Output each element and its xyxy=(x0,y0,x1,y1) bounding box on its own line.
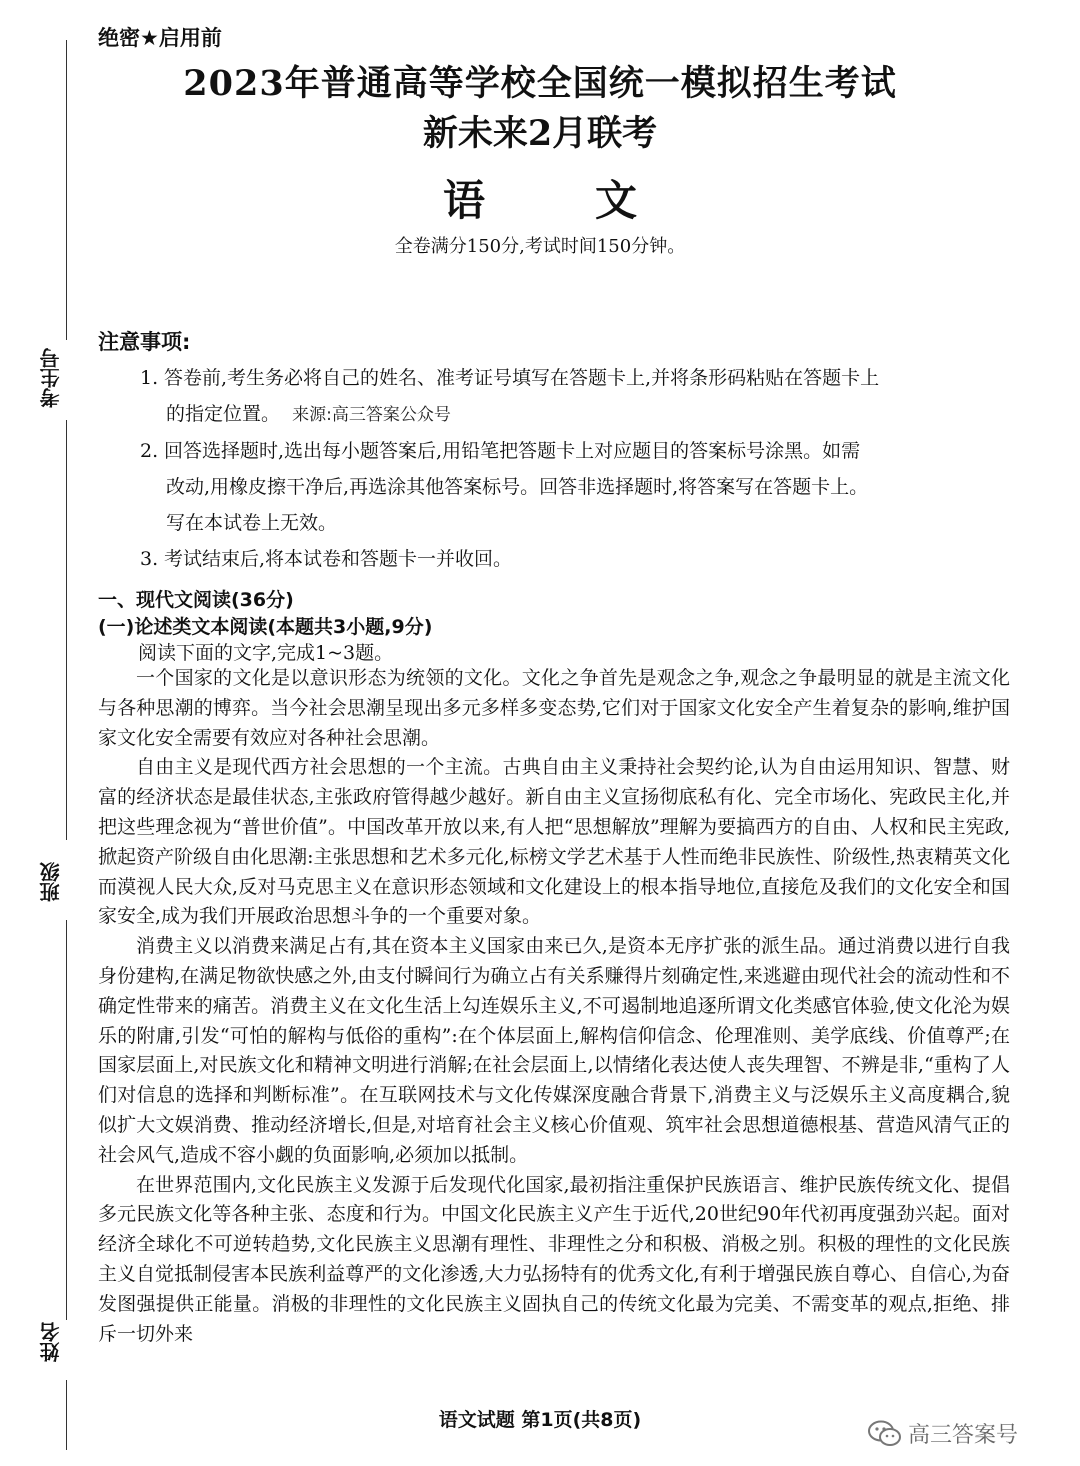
subject-title: 语文 xyxy=(442,176,747,225)
wechat-icon xyxy=(868,1420,902,1448)
section-title: 一、现代文阅读(36分) xyxy=(98,589,294,611)
paragraph: 一个国家的文化是以意识形态为统领的文化。文化之争首先是观念之争,观念之争最明显的就是主流文化与各种思潮的博弈。当今社会思潮呈现出多元多样多变态势,它们对于国家文化安全产生着复杂的影响,维护国家文化安全需要有效应对各种社会思潮。 xyxy=(98,667,1010,749)
binding-line-mid1 xyxy=(66,420,67,840)
notice-item-1 xyxy=(140,360,1020,396)
paragraph: 自由主义是现代西方社会思想的一个主流。古典自由主义秉持社会契约论,认为自由运用知识、智慧、财富的经济状态是最佳状态,主张政府管得越少越好。新自由主义宣扬彻底私有化、完全市场化、宪政民主化,并把这些理念视为“普世价值”。中国改革开放以来,有人把“思想解放”理解为要搞西方的自由、人权和民主宪政,掀起资产阶级自由化思潮:主张思想和艺术多元化,标榜文学艺术基于人性而绝非民族性、阶级性,热衷精英文化而漠视人民大众,反对马克思主义在意识形态领域和文化建设上的根本指导地位,直接危及我们的文化安全和国家安全,成为我们开展政治思想斗争的一个重要对象。 xyxy=(98,756,1010,928)
page-footer: 语文试题 第1页(共8页) xyxy=(438,1409,642,1431)
source-note: 来源:高三答案公众号 xyxy=(292,405,451,425)
exam-title: 2023年普通高等学校全国统一模拟招生考试 xyxy=(183,63,897,104)
watermark-badge xyxy=(868,1418,1018,1449)
name-label: 姓名 xyxy=(39,1322,63,1362)
notice-item-2 xyxy=(140,433,1020,469)
paragraph: 在世界范围内,文化民族主义发源于后发现代化国家,最初指注重保护民族语言、维护民族传统文化、提倡多元民族文化等各种主张、态度和行为。中国文化民族主义产生于近代,20世纪90年代初再度强劲兴起。面对经济全球化不可逆转趋势,文化民族主义思潮有理性、非理性之分和积极、消极之别。积极的理性的文化民族主义自觉抵制侵害本民族利益尊严的文化渗透,大力弘扬特有的优秀文化,有利于增强民族自尊心、自信心,为奋发图强提供正能量。消极的非理性的文化民族主义固执自己的传统文化最为完美、不需变革的观点,拒绝、排斥一切外来 xyxy=(98,1173,1010,1345)
paragraph: 消费主义以消费来满足占有,其在资本主义国家由来已久,是资本无序扩张的派生品。通过消费以进行自我身份建构,在满足物欲快感之外,由支付瞬间行为确立占有关系赚得片刻确定性,来逃避由现代社会的流动性和不确定性带来的痛苦。消费主义在文化生活上勾连娱乐主义,不可遏制地追逐所谓文化类感官体验,使文化沦为娱乐的附庸,引发“可怕的解构与低俗的重构”:在个体层面上,解构信仰信念、伦理准则、美学底线、价值尊严;在国家层面上,对民族文化和精神文明进行消解;在社会层面上,以情绪化表达使人丧失理智、不辨是非,“重构了人们对信息的选择和判断标准”。在互联网技术与文化传媒深度融合背景下,消费主义与泛娱乐主义高度耦合,貌似扩大文娱消费、推动经济增长,但是,对培育社会主义核心价值观、筑牢社会思想道德根基、营造风清气正的社会风气,造成不容小觑的负面影响,必须加以抵制。 xyxy=(98,935,1010,1166)
binding-line-mid2 xyxy=(66,920,67,1320)
notice-text: 的指定位置。 xyxy=(166,403,281,425)
notice-item-1-cont xyxy=(140,396,1020,433)
exam-subtitle: 新未来2月联考 xyxy=(422,113,658,154)
reading-instruction: 阅读下面的文字,完成1~3题。 xyxy=(138,642,394,664)
notice-text: 回答选择题时,选出每小题答案后,用铅笔把答题卡上对应题目的答案标号涂黑。如需 xyxy=(164,440,861,462)
notice-number: 2. xyxy=(140,440,159,462)
class-label: 班级 xyxy=(39,862,63,902)
section-subtitle: (一)论述类文本阅读(本题共3小题,9分) xyxy=(98,616,433,638)
notice-heading: 注意事项: xyxy=(98,330,191,354)
exam-number-label: 考生号 xyxy=(39,348,63,408)
notice-item-2-cont: 改动,用橡皮擦干净后,再选涂其他答案标号。回答非选择题时,将答案写在答题卡上。 xyxy=(166,476,869,498)
notice-number: 3. xyxy=(140,548,159,570)
notice-item-2-cont2: 写在本试卷上无效。 xyxy=(166,512,338,534)
secret-mark: 绝密★启用前 xyxy=(98,26,222,50)
watermark-text: 高三答案号 xyxy=(908,1423,1019,1448)
notice-item-3 xyxy=(140,541,1020,577)
notice-text: 考试结束后,将本试卷和答题卡一并收回。 xyxy=(164,548,513,570)
article-body xyxy=(98,664,1010,1349)
score-info: 全卷满分150分,考试时间150分钟。 xyxy=(394,236,686,257)
notice-number: 1. xyxy=(140,367,159,389)
notice-list xyxy=(140,360,1020,577)
notice-text: 答卷前,考生务必将自己的姓名、准考证号填写在答题卡上,并将条形码粘贴在答题卡上 xyxy=(164,367,880,389)
